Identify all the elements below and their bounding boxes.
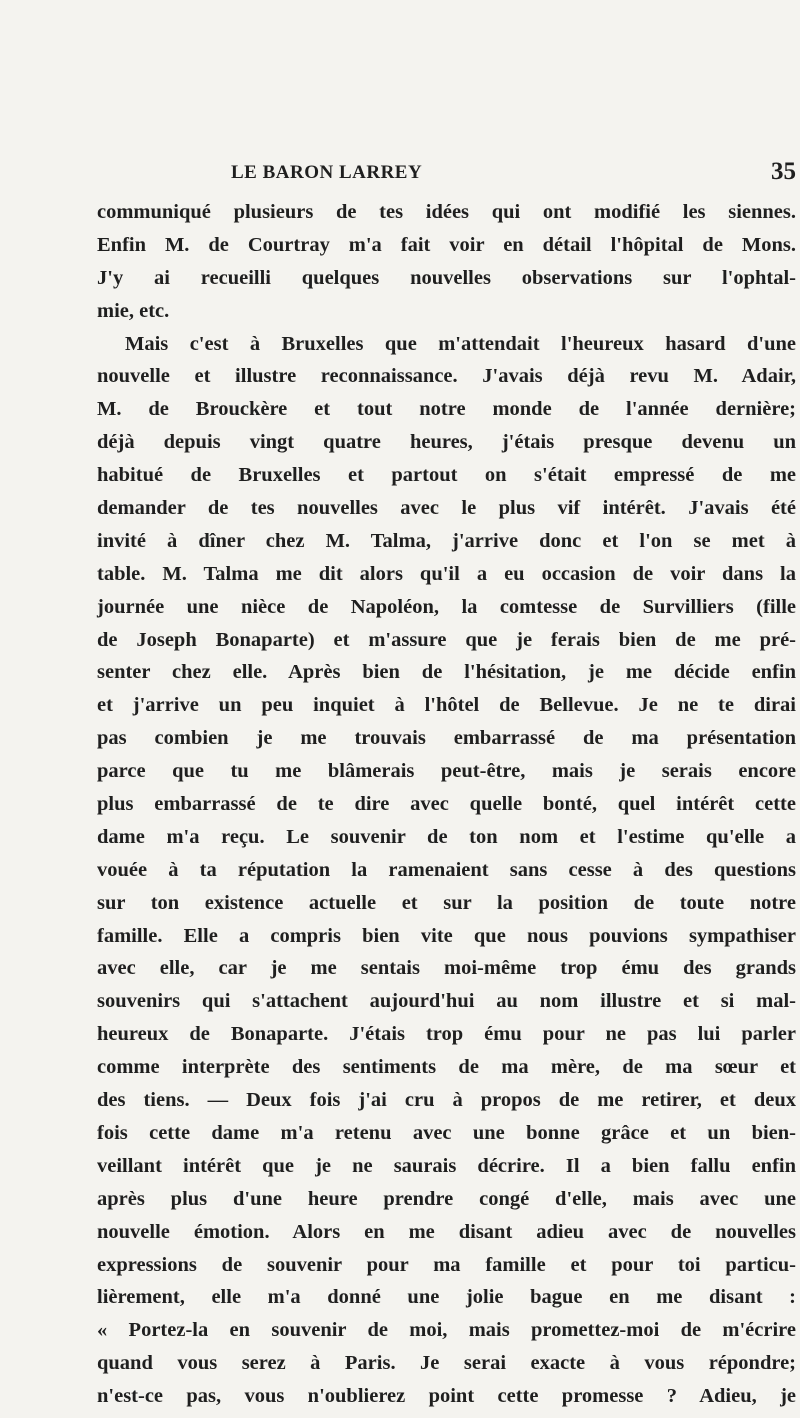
text-line: n'est-ce pas, vous n'oublierez point cette promesse ? Adieu, je [97,1385,796,1408]
text-line: Mais c'est à Bruxelles que m'attendait l'heureux hasard d'une [125,332,796,355]
text-line: quand vous serez à Paris. Je serai exacte à vous répondre; [97,1352,796,1375]
text-line: avec elle, car je me sentais moi-même trop ému des grands [97,957,796,980]
text-line: souvenirs qui s'attachent aujourd'hui au nom illustre et si mal- [97,990,796,1013]
text-line: famille. Elle a compris bien vite que nous pouvions sympathiser [97,924,796,947]
text-line: plus embarrassé de te dire avec quelle bonté, quel intérêt cette [97,793,796,816]
text-line: mie, etc. [97,299,170,322]
text-line: senter chez elle. Après bien de l'hésitation, je me décide enfin [97,661,796,684]
text-line: et j'arrive un peu inquiet à l'hôtel de Bellevue. Je ne te dirai [97,694,796,717]
text-line: demander de tes nouvelles avec le plus vif intérêt. J'avais été [97,497,796,520]
text-line: M. de Brouckère et tout notre monde de l'année dernière; [97,398,796,421]
text-line: après plus d'une heure prendre congé d'elle, mais avec une [97,1187,796,1210]
text-line: de Joseph Bonaparte) et m'assure que je ferais bien de me pré- [97,628,796,651]
text-line: J'y ai recueilli quelques nouvelles observations sur l'ophtal- [97,266,796,289]
text-line: lièrement, elle m'a donné une jolie bague en me disant : [97,1286,796,1309]
text-line: habitué de Bruxelles et partout on s'était empressé de me [97,464,796,487]
text-line: nouvelle émotion. Alors en me disant adieu avec de nouvelles [97,1220,796,1243]
text-line: nouvelle et illustre reconnaissance. J'avais déjà revu M. Adair, [97,365,796,388]
text-line: table. M. Talma me dit alors qu'il a eu occasion de voir dans la [97,562,796,585]
running-title: LE BARON LARREY [231,162,423,183]
text-line: journée une nièce de Napoléon, la comtesse de Survilliers (fille [97,595,796,618]
body-text [97,196,796,1413]
text-line: Enfin M. de Courtray m'a fait voir en détail l'hôpital de Mons. [97,233,796,256]
text-line: déjà depuis vingt quatre heures, j'étais presque devenu un [97,431,796,454]
text-line: communiqué plusieurs de tes idées qui ont modifié les siennes. [97,201,796,223]
text-line: veillant intérêt que je ne saurais décrire. Il a bien fallu enfin [97,1154,796,1177]
text-line: dame m'a reçu. Le souvenir de ton nom et l'estime qu'elle a [97,825,796,848]
text-line: invité à dîner chez M. Talma, j'arrive donc et l'on se met à [97,529,796,552]
text-line: expressions de souvenir pour ma famille et pour toi particu- [97,1253,796,1276]
text-line: sur ton existence actuelle et sur la position de toute notre [97,891,796,914]
text-line: fois cette dame m'a retenu avec une bonne grâce et un bien- [97,1121,796,1144]
text-line: comme interprète des sentiments de ma mère, de ma sœur et [97,1056,796,1079]
text-line: « Portez-la en souvenir de moi, mais promettez-moi de m'écrire [97,1319,796,1342]
text-line: des tiens. — Deux fois j'ai cru à propos de me retirer, et deux [97,1089,796,1112]
text-line: vouée à ta réputation la ramenaient sans cesse à des questions [97,858,796,881]
text-line: parce que tu me blâmerais peut-être, mais je serais encore [97,760,796,783]
text-line: heureux de Bonaparte. J'étais trop ému pour ne pas lui parler [97,1023,796,1046]
text-line: pas combien je me trouvais embarrassé de ma présentation [97,727,796,750]
page-number: 35 [771,158,796,185]
page-header [96,158,796,186]
